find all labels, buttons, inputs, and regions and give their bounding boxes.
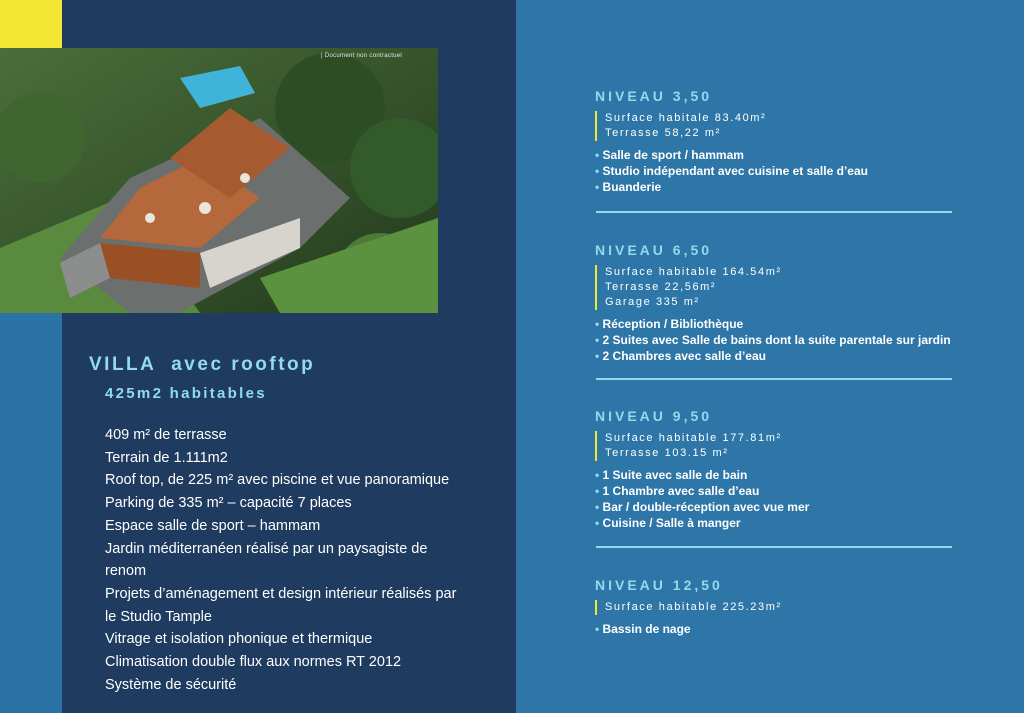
level-3-50: [595, 88, 868, 195]
list-item: • 1 Chambre avec salle d’eau: [595, 483, 809, 499]
list-item: • 1 Suite avec salle de bain: [595, 467, 809, 483]
stat-line: Surface habitable 225.23m²: [605, 601, 782, 613]
level-12-50: [595, 577, 782, 637]
level-title: NIVEAU 3,50: [595, 88, 713, 104]
divider: [596, 378, 952, 380]
yellow-accent-block: [0, 0, 62, 48]
list-item: • Bar / double-réception avec vue mer: [595, 499, 809, 515]
villa-subtitle: 425m2 habitables: [105, 385, 267, 402]
list-item: • 2 Chambres avec salle d’eau: [595, 348, 951, 364]
stat-line: Terrasse 103.15 m²: [605, 447, 729, 459]
divider: [596, 546, 952, 548]
villa-title: VILLA avec rooftop: [89, 354, 316, 375]
level-6-50: [595, 242, 951, 364]
stat-line: Garage 335 m²: [605, 296, 700, 308]
stat-line: Surface habitable 164.54m²: [605, 266, 782, 278]
list-item: • Buanderie: [595, 179, 868, 195]
level-title: NIVEAU 9,50: [595, 408, 713, 424]
feature-list: [105, 424, 510, 696]
list-item: Jardin méditerranéen réalisé par un paysagiste de: [105, 540, 428, 557]
stat-line: Surface habitable 177.81m²: [605, 432, 782, 444]
list-item: Vitrage et isolation phonique et thermique: [105, 631, 373, 648]
list-item: Système de sécurité: [105, 676, 237, 693]
stat-line: Terrasse 22,56m²: [605, 281, 717, 293]
list-item: renom: [105, 563, 147, 580]
level-title: NIVEAU 6,50: [595, 242, 713, 258]
stat-line: Terrasse 58,22 m²: [605, 127, 721, 139]
level-rooms: [595, 316, 951, 364]
list-item: Projets d’aménagement et design intérieur réalisés par: [105, 585, 457, 602]
disclaimer-note: | Document non contractuel: [321, 53, 403, 59]
level-9-50: [595, 408, 809, 531]
level-stats: [595, 111, 868, 141]
level-stats: [595, 431, 809, 461]
level-rooms: [595, 147, 868, 195]
level-stats: [595, 600, 782, 615]
villa-aerial-render: [0, 48, 438, 313]
list-item: Climatisation double flux aux normes RT 2012: [105, 654, 402, 671]
list-item: • Salle de sport / hammam: [595, 147, 868, 163]
divider: [596, 211, 952, 213]
list-item: • 2 Suites avec Salle de bains dont la suite parentale sur jardin: [595, 332, 951, 348]
list-item: Roof top, de 225 m² avec piscine et vue panoramique: [105, 472, 450, 489]
stat-line: Surface habitale 83.40m²: [605, 112, 767, 124]
list-item: 409 m² de terrasse: [105, 427, 227, 443]
list-item: Parking de 335 m² – capacité 7 places: [105, 495, 352, 512]
level-stats: [595, 265, 951, 310]
list-item: Terrain de 1.111m2: [105, 449, 228, 466]
level-title: NIVEAU 12,50: [595, 577, 723, 593]
list-item: • Bassin de nage: [595, 621, 782, 637]
list-item: • Réception / Bibliothèque: [595, 316, 951, 332]
list-item: Espace salle de sport – hammam: [105, 517, 321, 534]
level-rooms: [595, 467, 809, 531]
list-item: • Studio indépendant avec cuisine et salle d’eau: [595, 163, 868, 179]
list-item: le Studio Tample: [105, 608, 212, 625]
list-item: • Cuisine / Salle à manger: [595, 515, 809, 531]
level-rooms: [595, 621, 782, 637]
